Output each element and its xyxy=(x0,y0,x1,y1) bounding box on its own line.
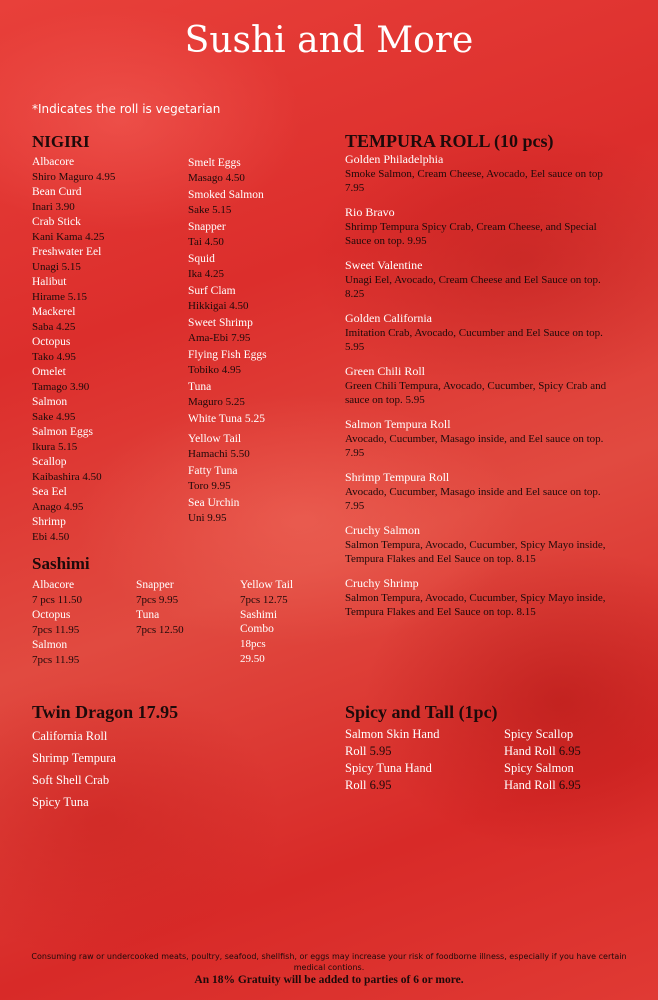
item-price: Maguro 5.25 xyxy=(188,396,245,408)
item-name: Cruchy Salmon xyxy=(345,523,420,537)
item-name: Shrimp xyxy=(32,516,66,528)
item-name: Salmon Skin Hand xyxy=(345,727,440,741)
item-price: Tako 4.95 xyxy=(32,351,76,363)
menu-item xyxy=(32,578,132,608)
item-name: Spicy Tuna Hand xyxy=(345,761,432,775)
item-name: Smoked Salmon xyxy=(188,189,264,201)
item-price: Kaibashira 4.50 xyxy=(32,471,102,483)
menu-item xyxy=(136,608,236,638)
item-price: Ika 4.25 xyxy=(188,268,225,280)
sashimi-heading: Sashimi xyxy=(32,554,90,573)
item-price: Ama-Ebi 7.95 xyxy=(188,332,251,344)
item-name: Green Chili Roll xyxy=(345,364,425,378)
item-price: Inari 3.90 xyxy=(32,201,75,213)
item-price: Ebi 4.50 xyxy=(32,531,70,543)
spicy-tall-column-1 xyxy=(345,726,495,794)
list-item: California Roll xyxy=(32,729,108,743)
item-name: Sea Urchin xyxy=(188,497,240,509)
item-description: Salmon Tempura, Avocado, Cucumber, Spicy Mayo inside, Tempura Flakes and Eel Sauce on top. 8.15 xyxy=(345,539,606,565)
menu-item xyxy=(136,578,236,608)
item-name: Albacore xyxy=(32,579,75,591)
menu-item xyxy=(504,726,644,760)
item-name: Combo xyxy=(240,623,274,635)
item-price: Hirame 5.15 xyxy=(32,291,87,303)
item-name: Salmon Eggs xyxy=(32,426,94,438)
item-price: 6.95 xyxy=(558,744,581,758)
menu-item xyxy=(32,425,182,455)
menu-item xyxy=(188,284,338,314)
item-name: Octopus xyxy=(32,336,71,348)
item-name: Roll xyxy=(345,778,367,792)
menu-item xyxy=(32,455,182,485)
menu-item xyxy=(345,364,615,407)
item-price: Tamago 3.90 xyxy=(32,381,90,393)
item-name: Bean Curd xyxy=(32,186,82,198)
item-description: Imitation Crab, Avocado, Cucumber and Eel Sauce on top. 5.95 xyxy=(345,327,603,353)
menu-item xyxy=(240,622,340,666)
item-price: 6.95 xyxy=(369,778,392,792)
list-item: Spicy Tuna xyxy=(32,795,89,809)
menu-item xyxy=(345,470,615,513)
item-name: Hand Roll xyxy=(504,744,556,758)
item-name: Snapper xyxy=(188,221,226,233)
item-name: Salmon xyxy=(32,639,68,651)
item-name: Albacore xyxy=(32,156,75,168)
item-name: Squid xyxy=(188,253,215,265)
item-price: 7pcs 12.75 xyxy=(240,594,288,606)
item-name: White Tuna 5.25 xyxy=(188,413,265,425)
item-price: 7 pcs 11.50 xyxy=(32,594,83,606)
menu-item xyxy=(188,432,338,462)
item-description: Salmon Tempura, Avocado, Cucumber, Spicy Mayo inside, Tempura Flakes and Eel Sauce on top. 8.15 xyxy=(345,592,606,618)
item-name: Sea Eel xyxy=(32,486,67,498)
menu-item xyxy=(240,578,340,608)
item-name: Shrimp Tempura Roll xyxy=(345,470,450,484)
menu-item xyxy=(188,412,338,426)
item-name: Sweet Shrimp xyxy=(188,317,253,329)
item-price: 29.50 xyxy=(240,653,265,665)
item-price: Sake 4.95 xyxy=(32,411,76,423)
spicy-tall-column-2 xyxy=(504,726,644,794)
item-price: 18pcs xyxy=(240,638,266,650)
item-price: Toro 9.95 xyxy=(188,480,231,492)
item-name: Spicy Scallop xyxy=(504,727,574,741)
menu-item xyxy=(345,152,615,195)
menu-item xyxy=(240,608,340,622)
item-price: Hamachi 5.50 xyxy=(188,448,250,460)
item-name: Flying Fish Eggs xyxy=(188,349,267,361)
item-price: Shiro Maguro 4.95 xyxy=(32,171,116,183)
spicy-tall-heading: Spicy and Tall (1pc) xyxy=(345,702,498,722)
item-name: Hand Roll xyxy=(504,778,556,792)
menu-item xyxy=(345,576,615,619)
item-name: Yellow Tail xyxy=(188,433,242,445)
menu-item xyxy=(345,760,495,794)
item-name: Snapper xyxy=(136,579,174,591)
menu-item xyxy=(32,305,182,335)
item-name: Halibut xyxy=(32,276,67,288)
item-name: Salmon xyxy=(32,396,68,408)
item-price: Uni 9.95 xyxy=(188,512,227,524)
item-name: Yellow Tail xyxy=(240,579,294,591)
menu-item xyxy=(504,760,644,794)
item-name: Golden Philadelphia xyxy=(345,152,444,166)
item-description: Avocado, Cucumber, Masago inside and Eel sauce on top. 7.95 xyxy=(345,486,601,512)
menu-item xyxy=(32,185,182,215)
item-name: Rio Bravo xyxy=(345,205,395,219)
list-item: Shrimp Tempura xyxy=(32,751,116,765)
item-description: Avocado, Cucumber, Masago inside, and Eel sauce on top. 7.95 xyxy=(345,433,604,459)
item-price: Hikkigai 4.50 xyxy=(188,300,249,312)
menu-item xyxy=(345,258,615,301)
item-name: Sweet Valentine xyxy=(345,258,423,272)
tempura-list xyxy=(345,152,615,629)
item-name: Tuna xyxy=(136,609,160,621)
item-name: Freshwater Eel xyxy=(32,246,102,258)
item-price: 7pcs 12.50 xyxy=(136,624,184,636)
gratuity-note: An 18% Gratuity will be added to parties of 6 or more. xyxy=(194,974,464,986)
twin-dragon-heading: Twin Dragon 17.95 xyxy=(32,702,179,722)
item-description: Green Chili Tempura, Avocado, Cucumber, Spicy Crab and sauce on top. 5.95 xyxy=(345,380,607,406)
item-name: Roll xyxy=(345,744,367,758)
menu-item xyxy=(345,311,615,354)
food-safety-disclaimer: Consuming raw or undercooked meats, poultry, seafood, shellfish, or eggs may increase your risk of foodborne illness, especially if you have certain medical contions. xyxy=(31,952,627,972)
menu-item xyxy=(188,156,338,186)
menu-item xyxy=(345,417,615,460)
menu-item xyxy=(188,464,338,494)
menu-item xyxy=(32,215,182,245)
item-description: Shrimp Tempura Spicy Crab, Cream Cheese, and Special Sauce on top. 9.95 xyxy=(345,221,597,247)
sashimi-column-1 xyxy=(32,578,132,668)
menu-item xyxy=(188,316,338,346)
item-name: Omelet xyxy=(32,366,66,378)
item-price: Unagi 5.15 xyxy=(32,261,81,273)
nigiri-heading: NIGIRI xyxy=(32,132,90,151)
item-price: 7pcs 11.95 xyxy=(32,654,80,666)
item-name: Octopus xyxy=(32,609,71,621)
item-price: 5.95 xyxy=(369,744,392,758)
item-price: 6.95 xyxy=(558,778,581,792)
menu-item xyxy=(345,523,615,566)
item-price: Sake 5.15 xyxy=(188,204,232,216)
item-name: Smelt Eggs xyxy=(188,157,241,169)
item-name: Cruchy Shrimp xyxy=(345,576,419,590)
item-price: 7pcs 9.95 xyxy=(136,594,179,606)
item-price: Anago 4.95 xyxy=(32,501,84,513)
item-price: 7pcs 11.95 xyxy=(32,624,80,636)
item-description: Smoke Salmon, Cream Cheese, Avocado, Eel sauce on top 7.95 xyxy=(345,168,603,194)
nigiri-column-1 xyxy=(32,155,182,545)
menu-item xyxy=(32,395,182,425)
menu-item xyxy=(32,638,132,668)
menu-item xyxy=(345,205,615,248)
item-name: Spicy Salmon xyxy=(504,761,574,775)
item-name: Crab Stick xyxy=(32,216,81,228)
item-price: Kani Kama 4.25 xyxy=(32,231,105,243)
menu-item xyxy=(32,275,182,305)
menu-item xyxy=(32,515,182,545)
menu-item xyxy=(188,252,338,282)
item-name: Sashimi xyxy=(240,609,278,621)
menu-item xyxy=(32,335,182,365)
menu-item xyxy=(32,365,182,395)
menu-item xyxy=(188,220,338,250)
item-name: Surf Clam xyxy=(188,285,236,297)
sashimi-column-2 xyxy=(136,578,236,638)
menu-title: Sushi and More xyxy=(184,20,474,61)
item-price: Tai 4.50 xyxy=(188,236,224,248)
item-price: Masago 4.50 xyxy=(188,172,245,184)
item-name: Salmon Tempura Roll xyxy=(345,417,451,431)
menu-item xyxy=(32,485,182,515)
item-name: Fatty Tuna xyxy=(188,465,238,477)
twin-dragon-list xyxy=(32,725,292,813)
item-name: Golden California xyxy=(345,311,432,325)
item-name: Scallop xyxy=(32,456,67,468)
menu-item xyxy=(188,380,338,410)
vegetarian-note: *Indicates the roll is vegetarian xyxy=(32,102,221,116)
menu-item xyxy=(188,188,338,218)
menu-item xyxy=(32,608,132,638)
item-name: Tuna xyxy=(188,381,212,393)
menu-item xyxy=(32,155,182,185)
menu-item xyxy=(32,245,182,275)
item-name: Mackerel xyxy=(32,306,76,318)
menu-item xyxy=(188,348,338,378)
item-price: Saba 4.25 xyxy=(32,321,76,333)
list-item: Soft Shell Crab xyxy=(32,773,110,787)
item-price: Tobiko 4.95 xyxy=(188,364,242,376)
tempura-heading: TEMPURA ROLL (10 pcs) xyxy=(345,131,554,151)
sashimi-column-3 xyxy=(240,578,340,666)
menu-item xyxy=(345,726,495,760)
item-price: Ikura 5.15 xyxy=(32,441,78,453)
item-description: Unagi Eel, Avocado, Cream Cheese and Eel Sauce on top. 8.25 xyxy=(345,274,601,300)
nigiri-column-2 xyxy=(188,156,338,528)
menu-item xyxy=(188,496,338,526)
